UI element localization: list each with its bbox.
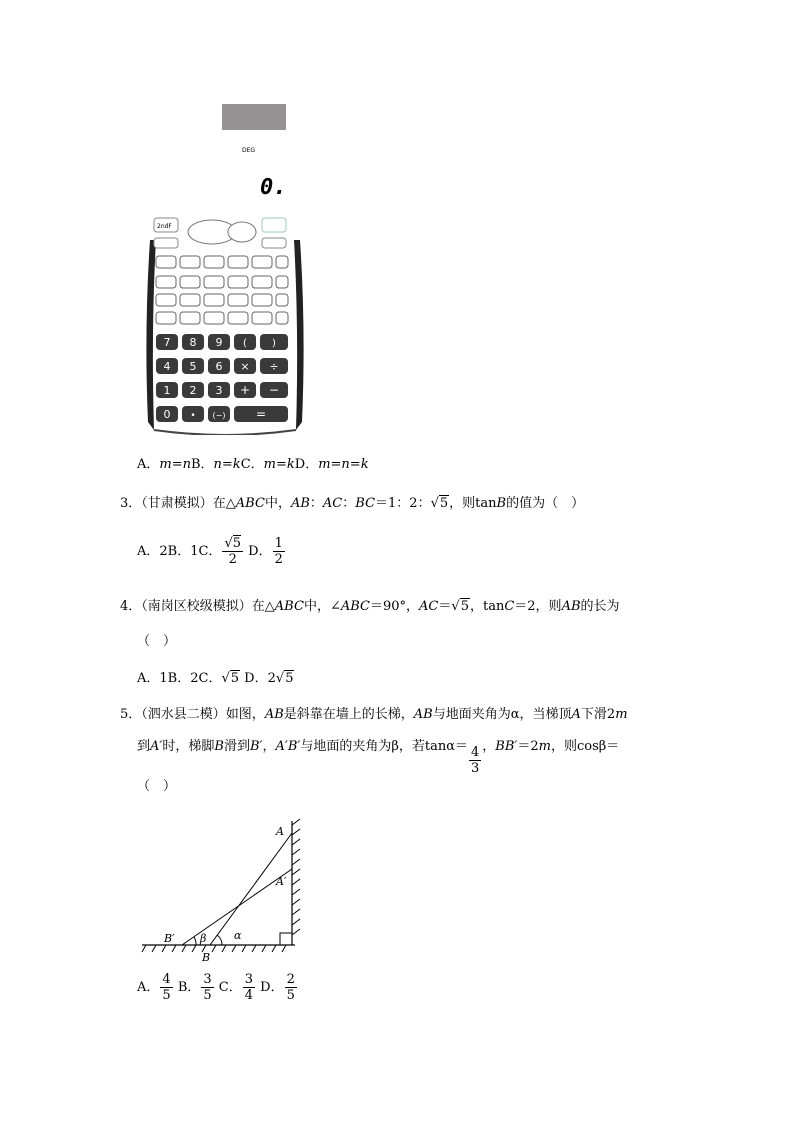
calc-display-value: 0. — [260, 175, 287, 200]
q4-option-a: A．1 — [137, 671, 168, 686]
q5-option-b: B． $\frac{3}{5}$ — [177, 972, 212, 1003]
q3-option-b: B．1 — [167, 544, 199, 559]
function-keys — [156, 256, 288, 324]
key-1: 1 — [163, 384, 171, 397]
numeric-keypad — [156, 334, 288, 422]
q5-stem-line1: 5．（泗水县二模）如图，AB是斜靠在墙上的长梯，AB与地面夹角为α，当梯顶A下滑2m — [120, 707, 628, 722]
ground-hatching — [142, 945, 286, 952]
alpha-arc — [217, 935, 222, 945]
label-beta: β — [200, 932, 207, 945]
key-divide: ÷ — [269, 360, 279, 373]
beta-arc — [194, 937, 196, 945]
svg-text:2ndF: 2ndF — [157, 223, 172, 230]
q4-paren: （ ） — [137, 634, 177, 649]
q2-option-c: C．m=k — [240, 457, 295, 472]
q5-paren: （ ） — [137, 779, 177, 794]
label-alpha: α — [234, 929, 242, 942]
q4-option-c: C．√5 — [198, 671, 240, 686]
q2-option-b: B．n=k — [190, 457, 241, 472]
q5-option-d: D． $\frac{2}{5}$ — [260, 972, 295, 1003]
wall-hatching — [292, 819, 300, 935]
ladder-ab — [210, 833, 292, 945]
q3-option-a: A．2 — [137, 544, 168, 559]
key-4: 4 — [163, 360, 171, 373]
key-plus: + — [239, 383, 251, 397]
key-2: 2 — [189, 384, 197, 397]
sqrt-expression: √5 — [451, 599, 469, 614]
key-9: 9 — [215, 336, 223, 349]
key-5: 5 — [189, 360, 197, 373]
key-decimal: • — [190, 411, 196, 421]
q3-option-c: C． $\frac{√5}{2}$ — [198, 536, 242, 567]
q4-stem: 4．（南岗区校级模拟）在△ABC中，∠ABC＝90°，AC＝√5，tanC＝2，则AB的长为 — [120, 599, 620, 614]
key-6: 6 — [215, 360, 223, 373]
label-a-prime: A′ — [276, 875, 287, 888]
q2-options — [137, 456, 369, 474]
sqrt-expression: √5 — [430, 496, 449, 511]
q2-option-d: D．m=n=k — [294, 457, 369, 472]
label-b: B — [202, 951, 211, 964]
key-equals: = — [255, 407, 267, 421]
q5-options — [137, 972, 298, 1003]
q3-options — [137, 536, 286, 567]
key-8: 8 — [189, 336, 197, 349]
key-minus: − — [268, 383, 280, 397]
key-open-paren: ( — [243, 338, 247, 349]
label-b-prime: B′ — [164, 932, 175, 945]
q3-stem: 3．（甘肃模拟）在△ABC中，AB：AC：BC＝1：2：√5，则tanB的值为（ ） — [120, 496, 585, 511]
key-negate: (−) — [212, 411, 226, 420]
calc-mode-label: DEG — [242, 147, 256, 154]
q3-option-d: D． $\frac{1}{2}$ — [248, 536, 283, 567]
q5-option-c: C． $\frac{3}{4}$ — [218, 972, 254, 1003]
calculator-figure — [140, 100, 310, 435]
right-angle-mark — [280, 933, 292, 945]
q4-option-b: B．2 — [167, 671, 199, 686]
label-a: A — [276, 825, 284, 838]
ladder-figure — [140, 815, 310, 965]
key-3: 3 — [215, 384, 223, 397]
key-7: 7 — [163, 336, 171, 349]
q2-option-a: A．m=n — [137, 457, 191, 472]
key-0: 0 — [163, 408, 171, 421]
q4-option-d: D．2√5 — [244, 671, 294, 686]
solar-panel — [222, 104, 286, 130]
q4-options — [137, 670, 294, 688]
q5-stem-line2: 到A′时，梯脚B滑到B′，A′B′与地面的夹角为β，若tanα＝ $\frac{4}{3}$ ，BB′＝2m，则cosβ＝ — [137, 739, 620, 776]
key-close-paren: ) — [272, 338, 276, 349]
calculator-illustration — [140, 100, 310, 435]
key-multiply: × — [240, 360, 250, 373]
q5-option-a: A． $\frac{4}{5}$ — [137, 972, 171, 1003]
